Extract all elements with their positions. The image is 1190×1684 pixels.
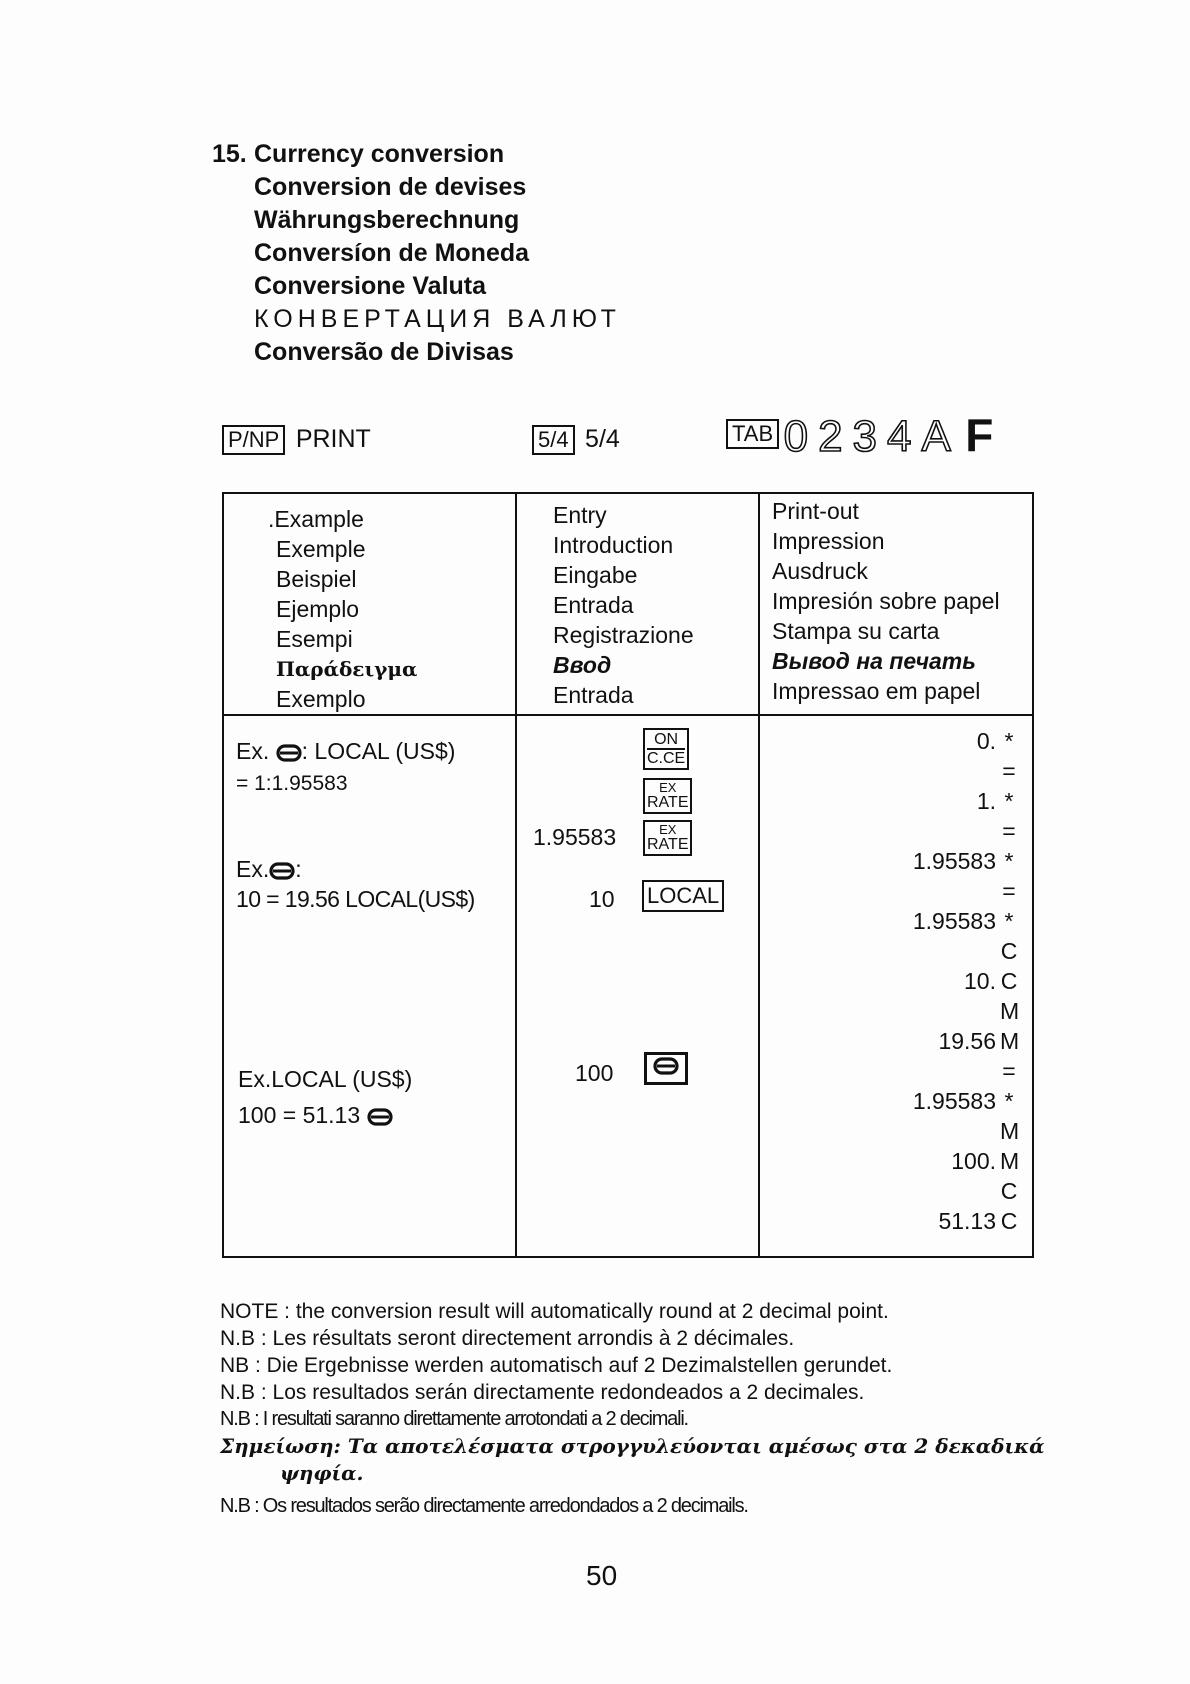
euro-symbol-icon <box>269 862 295 880</box>
header-printout-line: Impresión sobre papel <box>772 588 1000 614</box>
ex-rate-key-top: EX <box>659 822 677 837</box>
printout-line <box>760 906 1032 936</box>
header-example <box>223 493 516 715</box>
notes-block <box>220 1298 1045 1520</box>
example-3-text: 100 = 51.13 <box>238 1102 361 1128</box>
ex-rate-key-bottom: RATE <box>647 836 689 853</box>
example-1 <box>236 736 455 767</box>
printout-line <box>760 816 1032 846</box>
printout-line <box>760 786 1032 816</box>
printout-symbol: = <box>1002 818 1016 844</box>
printout-line <box>760 996 1032 1026</box>
header-example-line: Παράδειγμα <box>276 657 418 681</box>
header-example-line: Beispiel <box>276 566 357 592</box>
pnp-value: PRINT <box>295 425 371 453</box>
ex-rate-key <box>643 778 692 814</box>
printout-line <box>760 1026 1032 1056</box>
heading-line-ru: КОНВЕРТАЦИЯ ВАЛЮТ <box>254 305 621 333</box>
example-2-text: 10 = 19.56 LOCAL(US$) <box>236 886 475 912</box>
rate-entry-value: 1.95583 <box>533 824 617 850</box>
printout-value: 10. <box>964 968 996 994</box>
printout-value: 1. <box>976 788 996 814</box>
euro-entry-amount: 100 <box>575 1060 614 1086</box>
header-printout-line: Print-out <box>772 498 859 524</box>
printout-line <box>760 756 1032 786</box>
printout-symbol: = <box>1002 758 1016 784</box>
printout-cell <box>759 715 1033 1257</box>
printout-value: 19.56 <box>938 1028 996 1054</box>
ex-rate-key-top: EX <box>659 780 677 795</box>
header-printout-line: Вывод на печать <box>772 648 976 674</box>
printout-line <box>760 936 1032 966</box>
example-2-colon: : <box>295 856 302 882</box>
note-es: N.B : Los resultados serán directamente redondeados a 2 decimales. <box>220 1381 865 1404</box>
note-de: NB : Die Ergebnisse werden automatisch auf 2 Dezimalstellen gerundet. <box>220 1354 893 1377</box>
cce-key-label: C.CE <box>647 750 686 767</box>
header-printout-line: Impression <box>772 528 885 554</box>
tab-digits: 0234A <box>783 412 961 461</box>
header-entry <box>516 493 759 715</box>
example-3-title: Ex.LOCAL (US$) <box>238 1066 413 1092</box>
printout-line <box>760 1206 1032 1236</box>
conversion-table <box>222 492 1034 1258</box>
local-key: LOCAL <box>642 880 724 912</box>
pnp-setting <box>222 425 371 455</box>
printout-value: 51.13 <box>938 1208 996 1234</box>
note-el: Σημείωση: Τα αποτελέσματα στρογγυλεύονται αμέσως στα 2 δεκαδικά <box>220 1434 1045 1458</box>
on-key-label: ON <box>647 731 685 750</box>
printout-symbol: * <box>1004 908 1014 934</box>
printout-line <box>760 1116 1032 1146</box>
header-entry-line: Entrada <box>553 682 634 708</box>
example-1-prefix: Ex. <box>236 738 270 764</box>
header-entry-line: Entrada <box>553 592 634 618</box>
note-en: NOTE : the conversion result will automatically round at 2 decimal point. <box>220 1300 889 1323</box>
header-printout <box>759 493 1033 715</box>
tab-setting <box>726 408 993 462</box>
note-it: N.B : I resultati saranno direttamente arrotondati a 2 decimali. <box>220 1408 688 1430</box>
printout-line <box>760 876 1032 906</box>
ex-rate-key-bottom: RATE <box>647 794 689 811</box>
printout-symbol: * <box>1004 728 1014 754</box>
header-printout-line: Impressao em papel <box>772 678 981 704</box>
header-example-line: Ejemplo <box>276 596 360 622</box>
printout-symbol: * <box>1004 788 1014 814</box>
header-printout-line: Stampa su carta <box>772 618 940 644</box>
examples-cell <box>223 715 516 1257</box>
euro-symbol-icon <box>276 744 302 762</box>
note-pt: N.B : Os resultados serão directamente arredondados a 2 decimails. <box>220 1495 748 1517</box>
printout-symbol: M <box>1000 1118 1020 1144</box>
pnp-key: P/NP <box>222 425 285 455</box>
heading-line-pt: Conversão de Divisas <box>254 338 514 366</box>
printout-line <box>760 1056 1032 1086</box>
tab-key: TAB <box>726 419 779 449</box>
example-1-text: : LOCAL (US$) <box>301 738 456 764</box>
printout-symbol: C <box>1000 938 1018 964</box>
printout-symbol: M <box>1000 998 1020 1024</box>
heading-line-de: Währungsberechnung <box>254 206 520 234</box>
header-row <box>223 493 1033 715</box>
header-entry-line: Ввод <box>553 652 612 678</box>
example-2-prefix: Ex. <box>236 856 270 882</box>
printout-value: 100. <box>951 1148 996 1174</box>
printout-symbol: * <box>1004 848 1014 874</box>
euro-symbol-icon <box>367 1108 393 1126</box>
printout-symbol: M <box>1000 1148 1020 1174</box>
printout-symbol: C <box>1000 968 1018 994</box>
note-el-cont: ψηφία. <box>280 1461 364 1485</box>
euro-symbol-icon <box>653 1057 679 1075</box>
note-fr: N.B : Les résultats seront directement arrondis à 2 décimales. <box>220 1327 795 1350</box>
local-entry-amount: 10 <box>589 886 615 912</box>
printout-symbol: M <box>1000 1028 1020 1054</box>
printout-line <box>760 846 1032 876</box>
body-row <box>223 715 1033 1257</box>
header-entry-line: Entry <box>553 502 607 528</box>
printout-symbol: C <box>1000 1178 1018 1204</box>
printout-line <box>760 966 1032 996</box>
header-example-line: Exemplo <box>276 686 366 712</box>
printout-value: 1.95583 <box>912 848 996 874</box>
header-example-line: Exemple <box>276 536 366 562</box>
header-example-line: .Example <box>268 506 364 532</box>
printout-value: 1.95583 <box>912 1088 996 1114</box>
example-1-rate: = 1:1.95583 <box>236 772 348 795</box>
header-entry-line: Registrazione <box>553 622 694 648</box>
printout-line <box>760 1086 1032 1116</box>
printout-value: 1.95583 <box>912 908 996 934</box>
printout-symbol: * <box>1004 1088 1014 1114</box>
round-value: 5/4 <box>585 425 620 453</box>
header-entry-line: Introduction <box>553 532 674 558</box>
printout-value: 0. <box>976 728 996 754</box>
printout-line <box>760 726 1032 756</box>
on-cce-key <box>643 728 689 770</box>
heading-line-fr: Conversion de devises <box>254 173 527 201</box>
example-3 <box>238 1100 393 1131</box>
section-number: 15. <box>212 140 247 168</box>
example-2 <box>236 854 302 885</box>
entries-cell <box>516 715 759 1257</box>
euro-key <box>644 1052 688 1085</box>
heading-line-it: Conversione Valuta <box>254 272 487 300</box>
header-entry-line: Eingabe <box>553 562 638 588</box>
printout-line <box>760 1176 1032 1206</box>
heading-line-es: Conversíon de Moneda <box>254 239 530 267</box>
header-printout-line: Ausdruck <box>772 558 868 584</box>
printout-symbol: = <box>1002 1058 1016 1084</box>
ex-rate-key <box>643 820 692 856</box>
printout-line <box>760 1146 1032 1176</box>
heading-block <box>254 138 621 369</box>
round-setting <box>532 425 620 455</box>
printout-symbol: = <box>1002 878 1016 904</box>
heading-line-en: Currency conversion <box>254 140 505 168</box>
page-number: 50 <box>586 1560 618 1591</box>
header-example-line: Esempi <box>276 626 353 652</box>
printout-symbol: C <box>1000 1208 1018 1234</box>
tab-selected: F <box>965 409 994 461</box>
round-key: 5/4 <box>532 425 575 455</box>
printout-tape <box>760 716 1032 1236</box>
